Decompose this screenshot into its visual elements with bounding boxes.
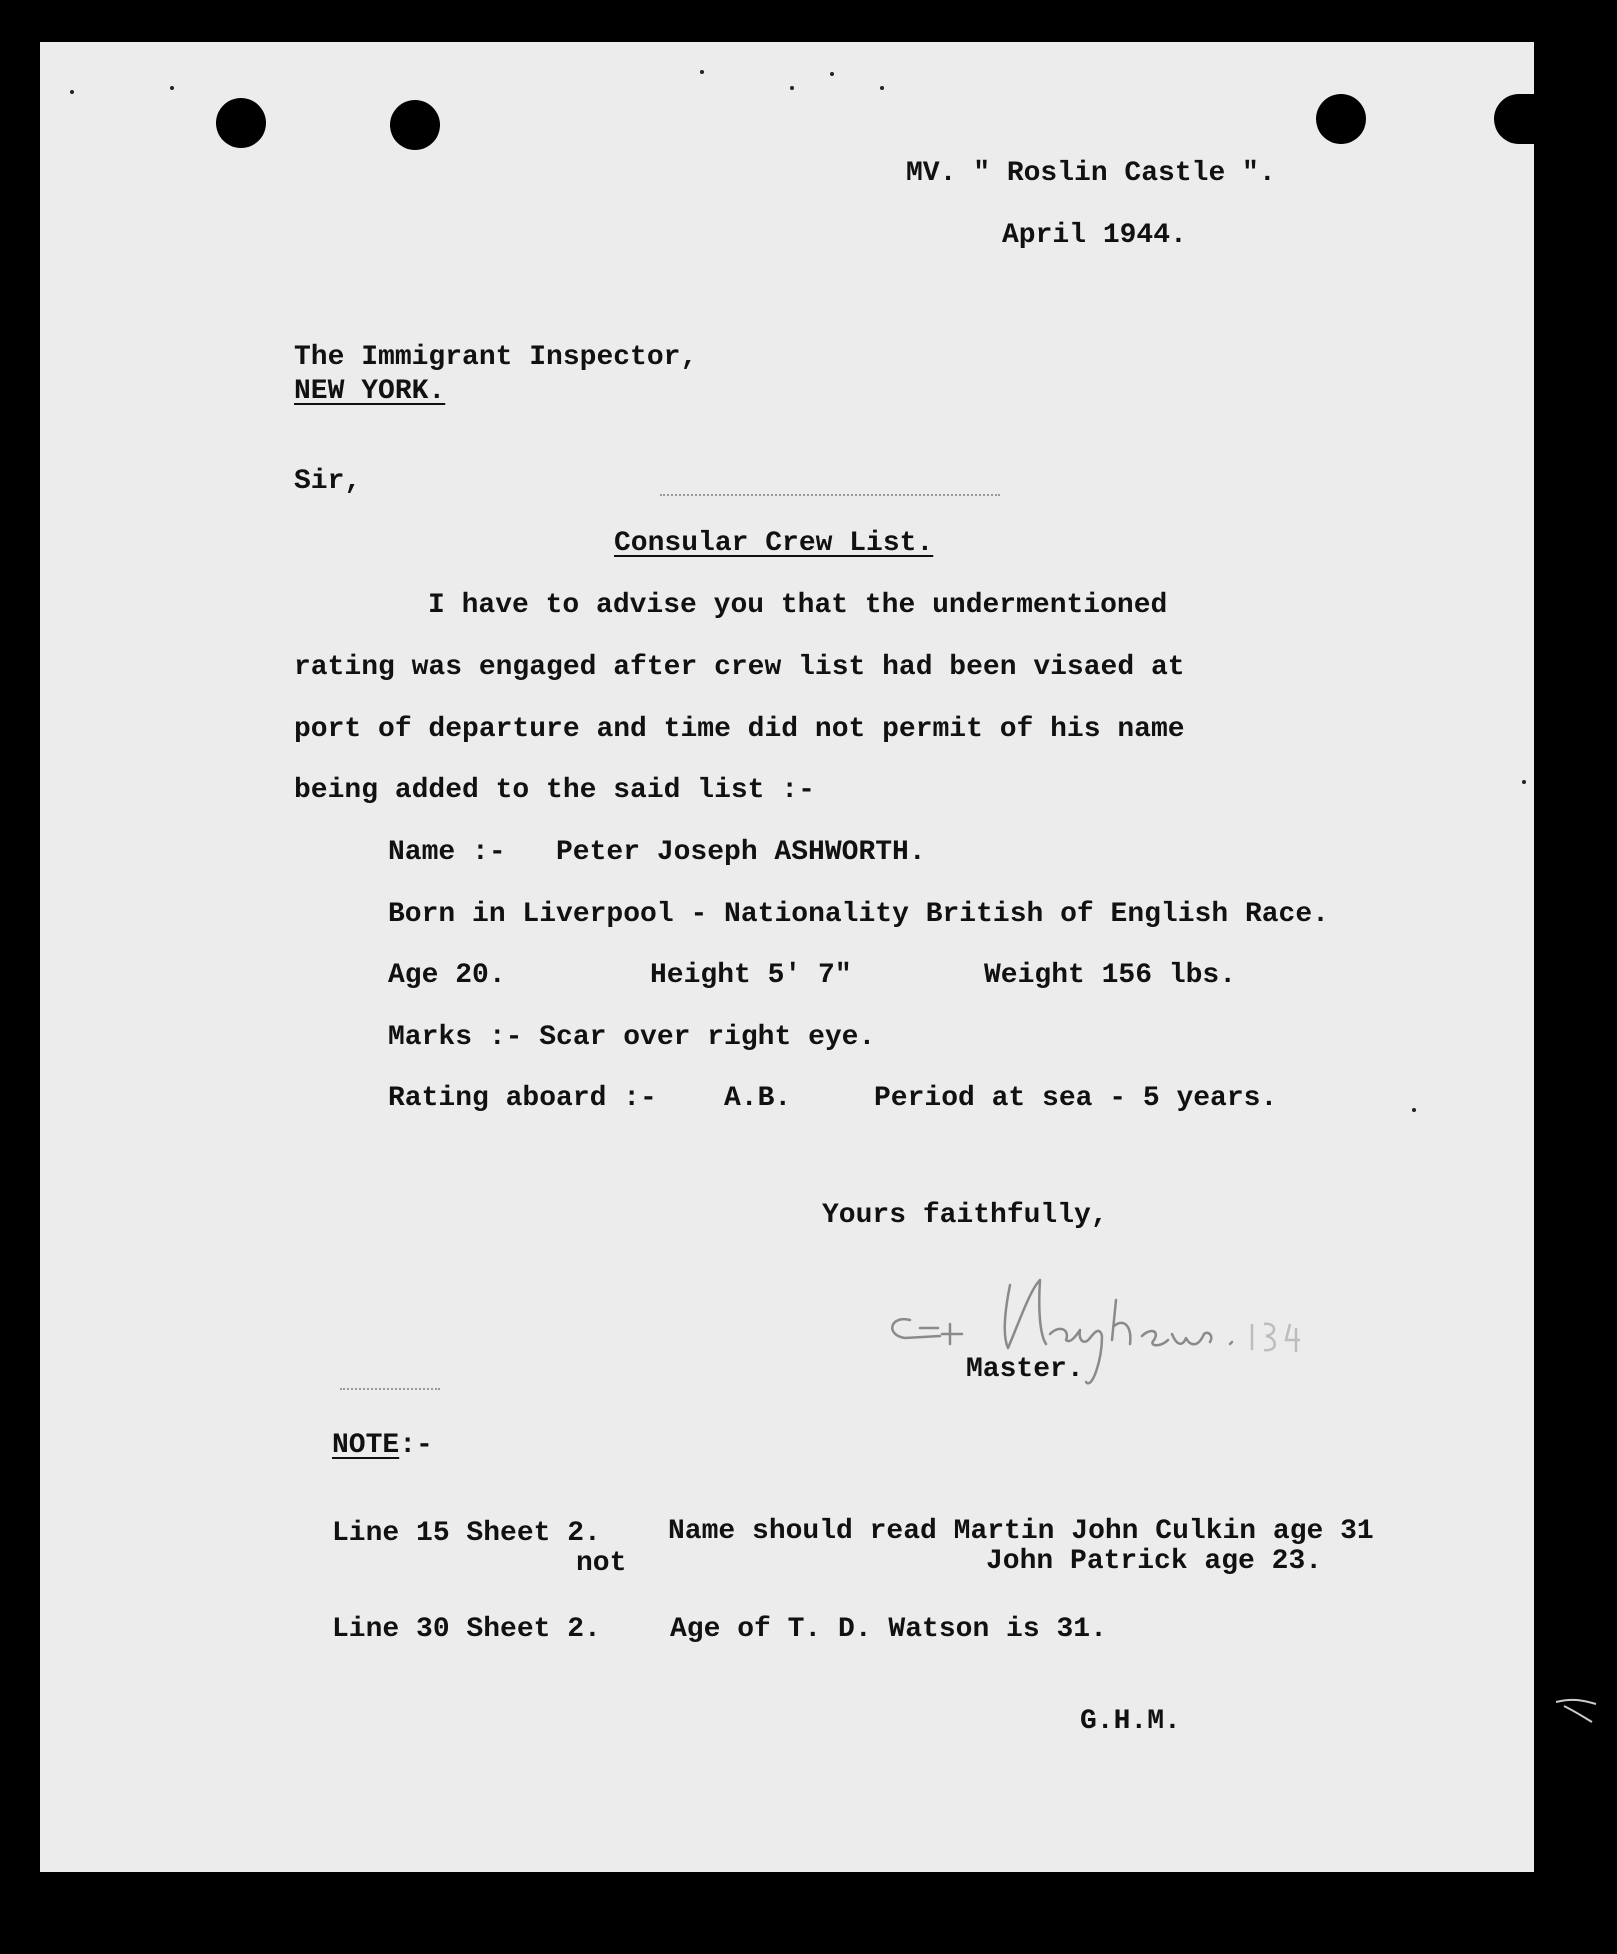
initials: G.H.M. [1080,1706,1181,1737]
letter-page [40,42,1534,1872]
name-value: Peter Joseph ASHWORTH. [556,837,926,868]
speck [1412,1108,1416,1112]
speck [170,86,174,90]
body-line: being added to the said list :- [294,775,815,806]
recipient-city: NEW YORK. [294,376,446,407]
rating-label: Rating aboard :- [388,1083,657,1114]
note-line-text: Age of T. D. Watson is 31. [670,1614,1107,1645]
speck [880,86,884,90]
signatory-title: Master. [966,1354,1084,1385]
speck [70,90,74,94]
handwritten-signature [880,1240,1320,1390]
birth-nationality: Born in Liverpool - Nationality British of English Race. [388,899,1329,930]
note-line-ref: Line 15 Sheet 2. [332,1518,601,1549]
marks: Marks :- Scar over right eye. [388,1022,876,1053]
period-at-sea: Period at sea - 5 years. [874,1083,1278,1114]
note-not: not [576,1548,627,1579]
valediction: Yours faithfully, [822,1200,1108,1231]
body-line: port of departure and time did not permit of his name [294,714,1185,745]
note-heading-text: NOTE [332,1430,400,1461]
body-line: I have to advise you that the undermentioned [428,590,1168,621]
subject-heading: Consular Crew List. [614,528,934,559]
dotted-mark [340,1388,440,1392]
speck [1522,780,1526,784]
age: Age 20. [388,960,506,991]
speck [830,72,834,76]
dotted-mark [660,494,1000,498]
speck [700,70,704,74]
weight: Weight 156 lbs. [984,960,1237,991]
note-heading-suffix: :- [399,1430,433,1461]
punch-hole [216,98,266,148]
letter-date: April 1944. [1002,220,1187,251]
margin-mark [1552,1692,1602,1732]
note-line-ref: Line 30 Sheet 2. [332,1614,601,1645]
note-line-text: Name should read Martin John Culkin age 31 [668,1516,1374,1547]
recipient-title: The Immigrant Inspector, [294,342,698,373]
punch-hole [390,100,440,150]
height: Height 5' 7" [650,960,852,991]
punch-hole [1316,94,1366,144]
note-line-text: John Patrick age 23. [986,1546,1323,1577]
speck [790,86,794,90]
salutation: Sir, [294,466,362,497]
punch-hole [1494,94,1534,144]
body-line: rating was engaged after crew list had been visaed at [294,652,1185,683]
note-heading [332,1432,433,1460]
vessel-name: MV. " Roslin Castle ". [906,158,1276,189]
name-label: Name :- [388,837,506,868]
rating-value: A.B. [724,1083,792,1114]
